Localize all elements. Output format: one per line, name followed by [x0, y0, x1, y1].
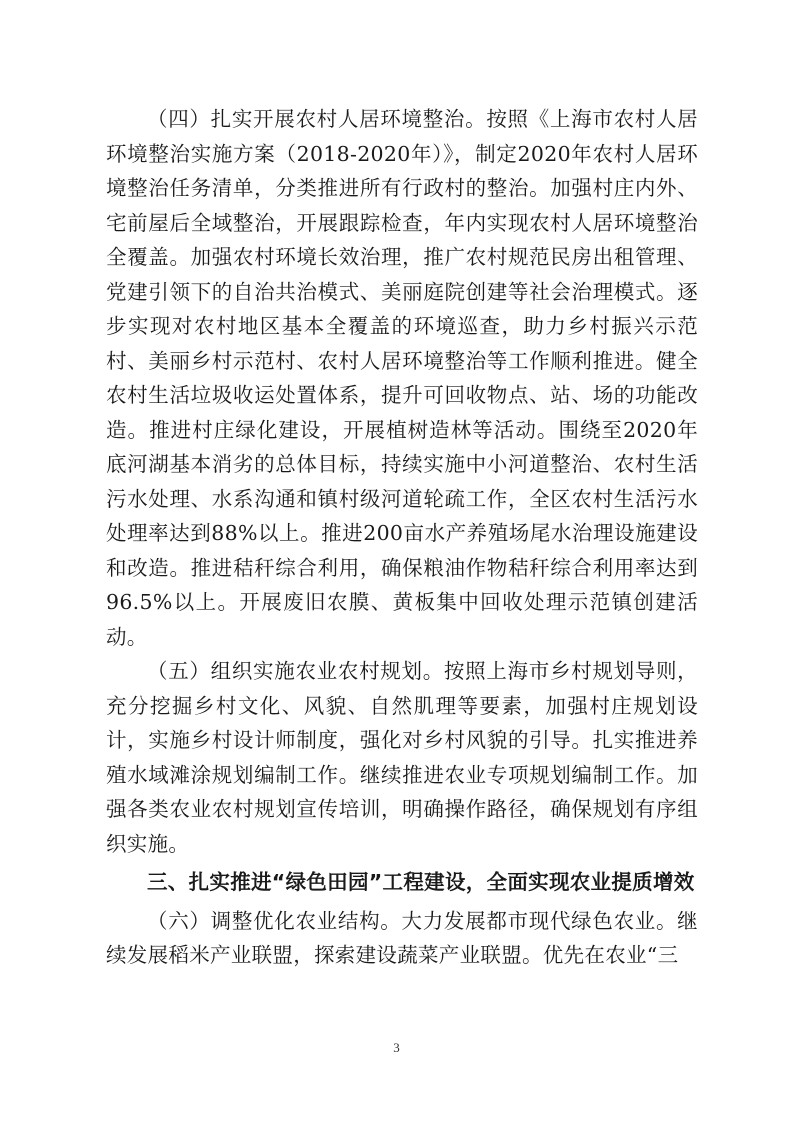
paragraph-4: （四）扎实开展农村人居环境整治。按照《上海市农村人居环境整治实施方案（2018-2020年）》，制定2020年农村人居环境整治任务清单，分类推进所有行政村的整治。加强村庄内外、宅前屋后全域整治，开展跟踪检查，年内实现农村人居环境整治全覆盖。加强农村环境长效治理，推广农村规范民房出租管理、党建引领下的自治共治模式、美丽庭院创建等社会治理模式。逐步实现对农村地区基本全覆盖的环境巡查，助力乡村振兴示范村、美丽乡村示范村、农村人居环境整治等工作顺利推进。健全农村生活垃圾收运处置体系，提升可回收物点、站、场的功能改造。推进村庄绿化建设，开展植树造林等活动。围绕至2020年底河湖基本消劣的总体目标，持续实施中小河道整治、农村生活污水处理、水系沟通和镇村级河道轮疏工作，全区农村生活污水处理率达到88%以上。推进200亩水产养殖场尾水治理设施建设和改造。推进秸秆综合利用，确保粮油作物秸秆综合利用率达到96.5%以上。开展废旧农膜、黄板集中回收处理示范镇创建活动。	[106, 107, 698, 649]
section-heading-3: 三、扎实推进“绿色田园”工程建设，全面实现农业提质增效	[147, 870, 695, 894]
page-number: 3	[393, 1040, 400, 1055]
body-text	[106, 102, 698, 973]
paragraph-5: （五）组织实施农业农村规划。按照上海市乡村规划导则，充分挖掘乡村文化、风貌、自然肌理等要素，加强村庄规划设计，实施乡村设计师制度，强化对乡村风貌的引导。扎实推进养殖水域滩涂规划编制工作。继续推进农业专项规划编制工作。加强各类农业农村规划宣传培训，明确操作路径，确保规划有序组织实施。	[106, 659, 698, 856]
paragraph-6: （六）调整优化农业结构。大力发展都市现代绿色农业。继续发展稻米产业联盟，探索建设蔬菜产业联盟。优先在农业“三	[106, 908, 698, 967]
